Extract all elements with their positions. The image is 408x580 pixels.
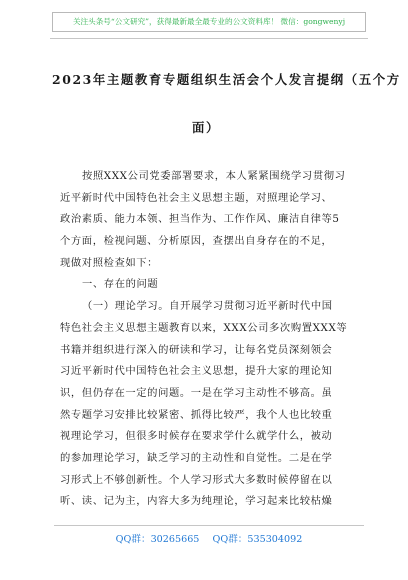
body-line: 书籍并组织进行深入的研读和学习，让每名党员深刻领会 bbox=[60, 343, 333, 356]
body-line: 然专题学习安排比较紧密、抓得比较严，我个人也比较重 bbox=[60, 408, 333, 421]
footer bbox=[54, 531, 364, 545]
body-line: 个方面，检视问题、分析原因，查摆出自身存在的不足， bbox=[60, 235, 333, 248]
body-line: 习近平新时代中国特色社会主义思想，提升大家的理论知 bbox=[60, 365, 333, 378]
body-line: （一）理论学习。自开展学习贯彻习近平新时代中国 bbox=[82, 300, 333, 313]
body-line: 视理论学习，但很多时候存在要求学什么就学什么，被动 bbox=[60, 430, 333, 443]
document-body bbox=[60, 166, 358, 513]
body-line: 习形式上不够创新性。个人学习形式大多数时候停留在以 bbox=[60, 473, 333, 486]
footer-divider bbox=[54, 525, 364, 526]
body-line: 按照XXX公司党委部署要求，本人紧紧围绕学习贯彻习 bbox=[82, 170, 346, 182]
body-line: 现做对照检查如下： bbox=[60, 256, 159, 269]
header-banner: 关注头条号“公文研究”，获得最新最全最专业的公文资料库！ 微信：gongwenyj bbox=[52, 12, 366, 32]
footer-qq-group: QQ群：30265665 bbox=[115, 534, 200, 545]
body-line: 政治素质、能力本领、担当作为、工作作风、廉洁自律等5 bbox=[60, 213, 340, 226]
document-title-line-2: 面） bbox=[192, 120, 220, 135]
body-line: 听、读、记为主，内容大多为纯理论，学习起来比较枯燥 bbox=[60, 495, 333, 508]
body-line: 的参加理论学习，缺乏学习的主动性和自觉性。二是在学 bbox=[60, 451, 333, 464]
header-divider bbox=[50, 38, 368, 39]
document-title-line-1: 2023年主题教育专题组织生活会个人发言提纲（五个方 bbox=[52, 72, 401, 87]
body-line: 特色社会主义思想主题教育以来，XXX公司多次购置XXX等 bbox=[60, 321, 348, 334]
section-heading: 一、存在的问题 bbox=[82, 278, 159, 291]
footer-qq-group-2: QQ群：535304092 bbox=[212, 534, 303, 545]
body-line: 近平新时代中国特色社会主义思想主题，对照理论学习、 bbox=[60, 191, 333, 204]
body-line: 识，但仍存在一定的问题。一是在学习主动性不够高。虽 bbox=[60, 386, 333, 399]
